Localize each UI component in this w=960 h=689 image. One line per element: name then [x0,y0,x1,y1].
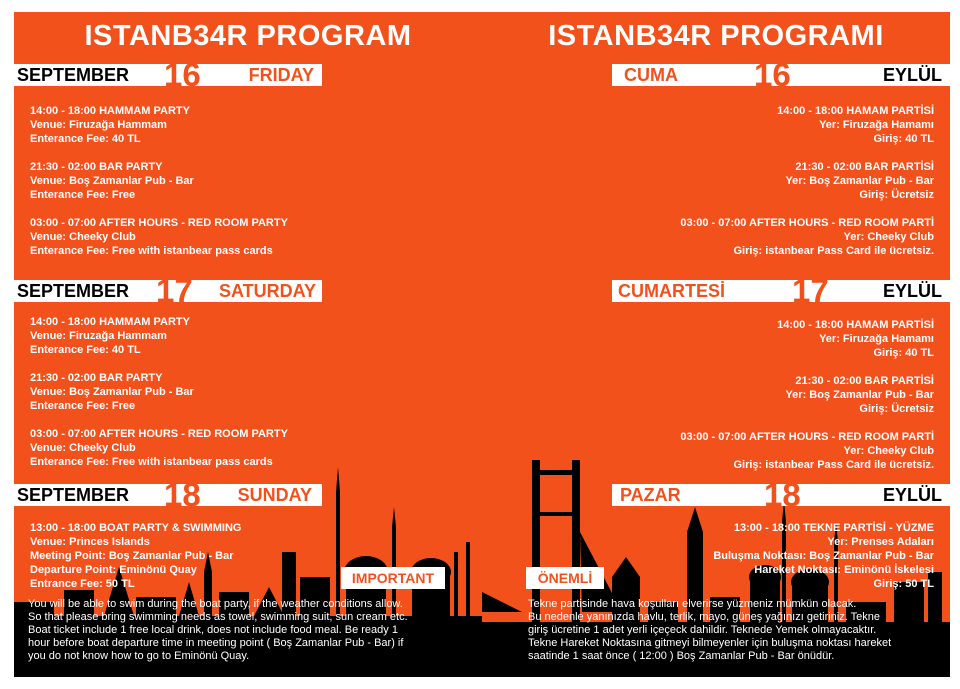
day-header-sunday [14,476,322,513]
event-boat-party [30,521,241,591]
event-time: 03:00 - 07:00 AFTER HOURS - RED ROOM PARTY [30,428,288,440]
event-fee: Enterance Fee: Free [30,400,136,412]
month-label: SEPTEMBER [17,281,130,301]
note-line: hour before boat departure time in meeting point ( Boş Zamanlar Pub - Bar) if [28,637,404,649]
event-after-hours [680,430,934,472]
event-fee: Enterance Fee: Free with istanbear pass cards [30,456,273,468]
important-note [28,598,408,663]
program-title-en: ISTANB34R PROGRAM [84,20,412,52]
event-hamam-partisi [777,104,934,146]
english-program-panel [14,12,482,677]
day-header-cuma [612,56,950,93]
event-bar-party [30,371,194,413]
event-venue: Yer: Boş Zamanlar Pub - Bar [785,175,934,187]
event-fee: Giriş: 50 TL [873,578,934,590]
event-time: 21:30 - 02:00 BAR PARTİSİ [795,375,934,387]
event-time: 21:30 - 02:00 BAR PARTY [30,161,163,173]
event-time: 03:00 - 07:00 AFTER HOURS - RED ROOM PARTİ [680,217,934,229]
note-line: So that please bring swimming needs as towel, swimming suit, sun cream etc. [28,611,408,623]
day-header-cumartesi [612,272,950,309]
event-meeting-point: Buluşma Noktası: Boş Zamanlar Pub - Bar [713,550,934,562]
month-label: EYLÜL [882,485,942,505]
event-after-hours [30,216,288,258]
event-fee: Enterance Fee: Free [30,189,136,201]
event-time: 14:00 - 18:00 HAMMAM PARTY [30,105,190,117]
event-time: 14:00 - 18:00 HAMAM PARTİSİ [777,105,934,117]
event-fee: Enterance Fee: Free with istanbear pass cards [30,245,273,257]
event-time: 13:00 - 18:00 BOAT PARTY & SWIMMING [30,522,242,534]
event-fee: Giriş: Ücretsiz [859,403,934,415]
event-venue: Venue: Boş Zamanlar Pub - Bar [30,175,194,187]
note-line: Tekne partisinde hava koşulları elverirse yüzmeniz mümkün olacak. [528,598,857,610]
event-fee: Enterance Fee: 40 TL [30,344,141,356]
event-hammam-party [30,104,190,146]
note-line: saatinde 1 saat önce ( 12:00 ) Boş Zamanlar Pub - Bar önüdür. [528,650,835,662]
weekday-label: SATURDAY [218,281,316,301]
event-venue: Yer: Boş Zamanlar Pub - Bar [785,389,934,401]
event-venue: Venue: Princes Islands [30,536,150,548]
event-venue: Venue: Boş Zamanlar Pub - Bar [30,386,194,398]
event-time: 03:00 - 07:00 AFTER HOURS - RED ROOM PARTİ [680,431,934,443]
event-venue: Venue: Cheeky Club [30,442,136,454]
date-number: 18 [164,476,201,513]
event-time: 21:30 - 02:00 BAR PARTY [30,372,163,384]
event-fee: Giriş: istanbear Pass Card ile ücretsiz. [733,245,934,257]
note-line: Tekne Hareket Noktasına gitmeyi bilmeyenler için buluşma noktası hareket [528,637,892,649]
day-header-pazar [612,476,950,513]
event-time: 21:30 - 02:00 BAR PARTİSİ [795,161,934,173]
event-fee: Giriş: 40 TL [873,133,934,145]
event-meeting-point: Meeting Point: Boş Zamanlar Pub - Bar [30,550,234,562]
event-venue: Venue: Firuzağa Hammam [30,330,167,342]
date-number: 16 [754,56,791,93]
note-line: Boat ticket include 1 free local drink, does not include food meal. Be ready 1 [28,624,398,636]
important-label: ÖNEMLİ [526,567,604,589]
turkish-program-panel [482,12,950,677]
month-label: SEPTEMBER [17,485,130,505]
important-label: IMPORTANT [341,567,445,589]
event-time: 14:00 - 18:00 HAMMAM PARTY [30,316,190,328]
event-fee: Enterance Fee: 40 TL [30,133,141,145]
event-venue: Yer: Firuzağa Hamamı [819,119,934,131]
event-bar-partisi [785,374,934,416]
note-line: giriş ücretine 1 adet yerli içeçeck dahildir. Teknede Yemek olmayacaktır. [528,624,877,636]
event-after-hours [680,216,934,258]
event-hamam-partisi [777,318,934,360]
event-departure-point: Hareket Noktası: Eminönü İskelesi [754,564,934,576]
event-after-hours [30,427,288,469]
date-number: 16 [164,56,201,93]
event-time: 13:00 - 18:00 TEKNE PARTİSİ - YÜZME [733,522,934,534]
event-venue: Yer: Cheeky Club [843,231,934,243]
note-line: You will be able to swim during the boat party, if the weather conditions allow. [28,598,403,610]
date-number: 18 [764,476,801,513]
date-number: 17 [792,272,829,309]
weekday-label: CUMA [624,65,678,85]
event-bar-partisi [785,160,934,202]
event-venue: Yer: Firuzağa Hamamı [819,333,934,345]
month-label: EYLÜL [882,65,942,85]
event-venue: Venue: Firuzağa Hammam [30,119,167,131]
note-line: you do not know how to go to Eminönü Quay. [28,650,250,662]
day-header-saturday [14,272,322,309]
important-note [528,598,891,663]
event-tekne-partisi [713,521,934,591]
date-number: 17 [156,272,193,309]
event-venue: Yer: Cheeky Club [843,445,934,457]
event-hammam-party [30,315,190,357]
event-fee: Giriş: 40 TL [873,347,934,359]
program-title-tr: ISTANB34R PROGRAMI [548,20,884,52]
weekday-label: FRIDAY [248,65,314,85]
event-time: 03:00 - 07:00 AFTER HOURS - RED ROOM PARTY [30,217,288,229]
event-bar-party [30,160,194,202]
weekday-label: PAZAR [620,485,681,505]
month-label: EYLÜL [882,281,942,301]
month-label: SEPTEMBER [17,65,130,85]
event-fee: Entrance Fee: 50 TL [30,578,135,590]
event-venue: Venue: Cheeky Club [30,231,136,243]
event-fee: Giriş: Ücretsiz [859,189,934,201]
event-fee: Giriş: istanbear Pass Card ile ücretsiz. [733,459,934,471]
event-venue: Yer: Prenses Adaları [827,536,934,548]
day-header-friday [14,56,322,93]
event-time: 14:00 - 18:00 HAMAM PARTİSİ [777,319,934,331]
event-departure-point: Departure Point: Eminönü Quay [30,564,197,576]
note-line: Bu nedenle yanınızda havlu, terlik, mayo, güneş yağınızı getiriniz. Tekne [528,611,881,623]
weekday-label: SUNDAY [237,485,312,505]
weekday-label: CUMARTESİ [618,281,725,301]
